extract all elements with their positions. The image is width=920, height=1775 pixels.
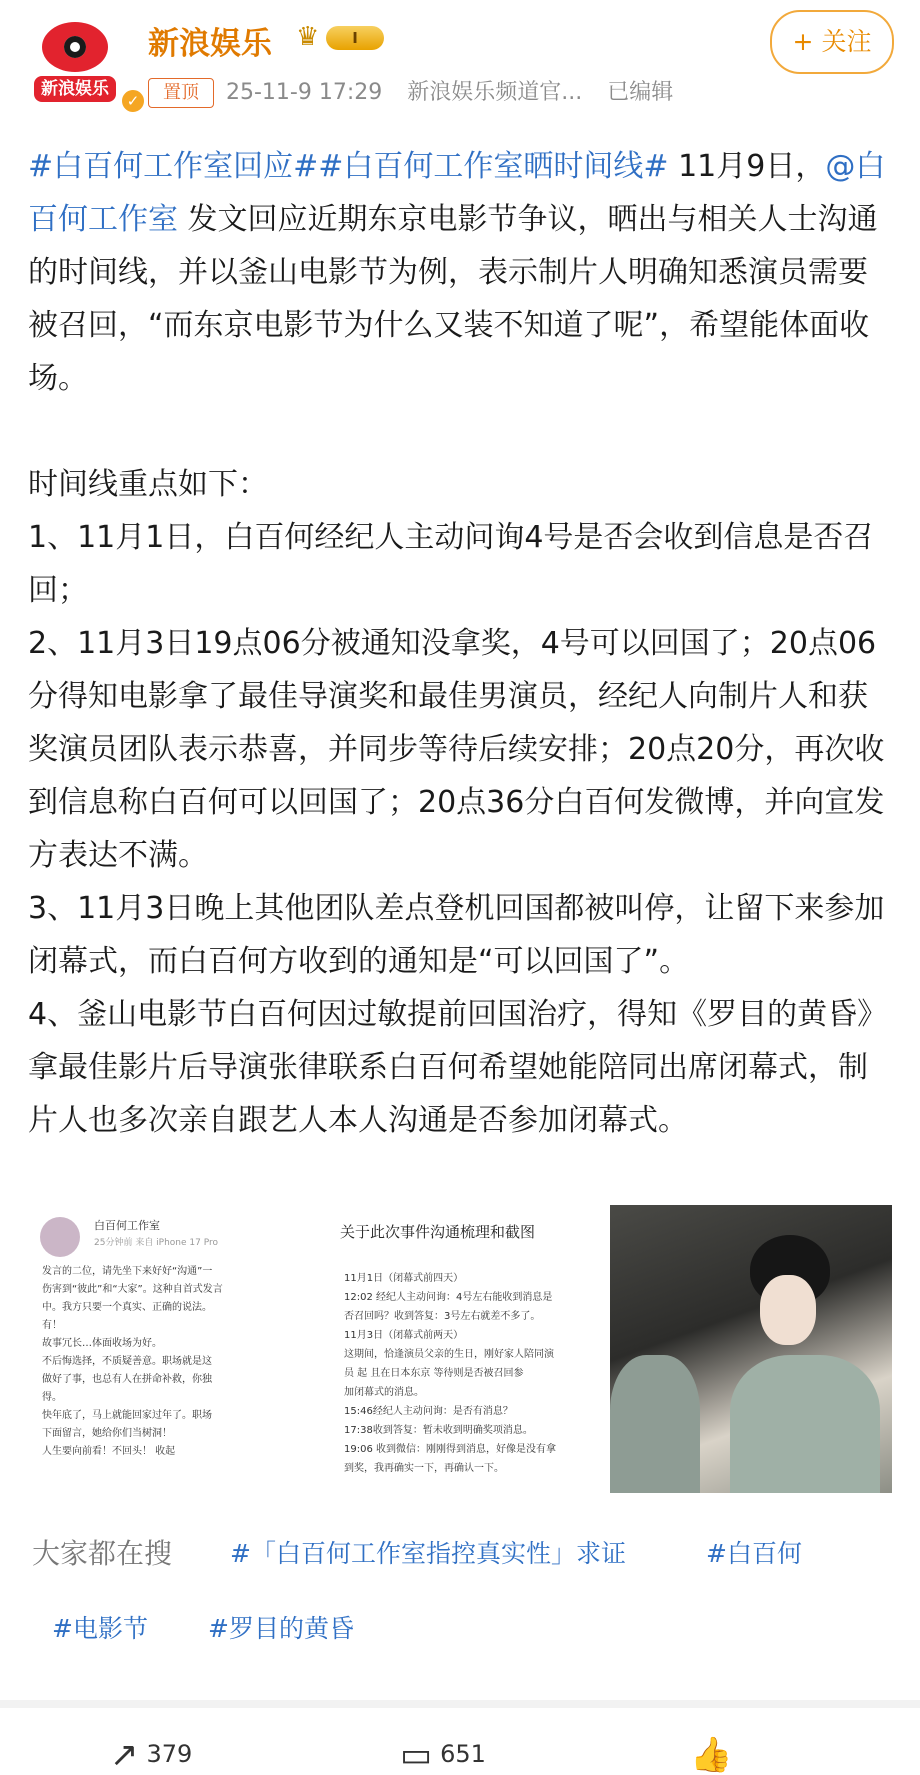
doc-title: 关于此次事件沟通梳理和截图	[340, 1223, 536, 1241]
photo-reflection	[610, 1355, 700, 1493]
like-icon: 👍	[690, 1735, 733, 1775]
trending-tag[interactable]: #「白百何工作室指控真实性」求证	[230, 1539, 626, 1568]
screenshot-line: 中。我方只要一个真实、正确的说法。	[42, 1302, 212, 1313]
image-photo-mirror[interactable]	[610, 1205, 892, 1493]
doc-line: 19:06 收到微信：刚刚得到消息，好像是没有拿	[344, 1444, 556, 1455]
doc-line: 否召回吗？收到答复：3号左右就差不多了。	[344, 1311, 541, 1322]
comment-count: 651	[440, 1740, 486, 1768]
screenshot-line: 快年底了，马上就能回家过年了。职场	[42, 1410, 212, 1421]
account-name[interactable]: 新浪娱乐	[148, 26, 272, 62]
photo-face	[760, 1275, 816, 1345]
screenshot-line: 人生要向前看！不回头！ 收起	[42, 1446, 176, 1457]
doc-line: 12:02 经纪人主动问询：4号左右能收到消息是	[344, 1292, 553, 1303]
doc-line: 11月1日（闭幕式前四天）	[344, 1273, 464, 1284]
account-avatar[interactable]	[28, 12, 140, 110]
follow-button[interactable]: + 关注	[770, 10, 894, 74]
verified-badge-icon: ✓	[120, 88, 146, 114]
screenshot-line: 得。	[42, 1392, 62, 1403]
screenshot-line: 下面留言，她给你们当树洞！	[42, 1428, 172, 1439]
edited-label[interactable]: 已编辑	[607, 80, 674, 105]
trending-tag[interactable]: #电影节	[52, 1614, 148, 1643]
avatar-label: 新浪娱乐	[34, 76, 116, 102]
repost-icon: ↗	[110, 1735, 139, 1775]
screenshot-user: 白百何工作室	[94, 1219, 160, 1232]
repost-count: 379	[146, 1740, 193, 1768]
screenshot-line: 不后悔选择，不质疑善意。职场就是这	[42, 1356, 212, 1367]
doc-line: 15:46经纪人主动问询：是否有消息？	[344, 1406, 513, 1417]
image-grid	[30, 1205, 892, 1493]
hashtag-link[interactable]: #白百何工作室回应#	[28, 149, 319, 184]
screenshot-line: 发言的二位，请先坐下来好好“沟通”一	[42, 1266, 213, 1277]
post-source[interactable]: 新浪娱乐频道官...	[407, 80, 583, 105]
timeline-title: 时间线重点如下：	[28, 467, 268, 502]
intro-text: 11月9日，	[668, 149, 826, 184]
weibo-eye-icon	[42, 22, 108, 72]
doc-line: 这期间，恰逢演员父亲的生日，刚好家人陪同演	[344, 1349, 554, 1360]
post-meta	[226, 78, 691, 108]
screenshot-sub: 25分钟前 来自 iPhone 17 Pro	[94, 1238, 219, 1248]
doc-line: 到奖，我再确实一下，再确认一下。	[344, 1463, 504, 1474]
doc-line: 11月3日（闭幕式前两天）	[344, 1330, 464, 1341]
pinned-badge: 置顶	[148, 78, 214, 108]
doc-text	[344, 1269, 594, 1478]
screenshot-line: 做好了事，也总有人在拼命补救，你独	[42, 1374, 212, 1385]
doc-line: 员 起 且在日本东京 等待则是否被召回参	[344, 1368, 524, 1379]
level-badge: I	[326, 26, 384, 50]
post-header	[0, 0, 920, 120]
comment-button[interactable]	[400, 1735, 486, 1775]
comment-icon: ▭	[400, 1735, 433, 1775]
trending-tag[interactable]: #罗目的黄昏	[208, 1614, 354, 1643]
trending-tag[interactable]: #白百何	[706, 1539, 802, 1568]
image-screenshot-weibo[interactable]	[30, 1205, 308, 1493]
doc-line: 加闭幕式的消息。	[344, 1387, 424, 1398]
repost-button[interactable]	[110, 1735, 192, 1775]
post-time: 25-11-9 17:29	[226, 80, 383, 105]
photo-dress	[730, 1355, 880, 1493]
screenshot-line: 伤害到“彼此”和“大家”。这种自首式发言	[42, 1284, 223, 1295]
intro-text: 发文回应近期东京电影节争议，晒出与相关人士沟通的时间线，并以釜山电影节为例，表示制片人明确知悉演员需要被召回，“而东京电影节为什么又装不知道了呢”，希望能体面收场。	[28, 202, 878, 396]
timeline-item: 1、11月1日，白百何经纪人主动问询4号是否会收到信息是否召回；	[28, 520, 874, 608]
hashtag-link[interactable]: #白百何工作室晒时间线#	[318, 149, 669, 184]
image-timeline-doc[interactable]	[320, 1205, 598, 1493]
mention-link[interactable]: @白百何工作室	[28, 149, 886, 237]
section-divider	[0, 1700, 920, 1708]
timeline-item: 2、11月3日19点06分被通知没拿奖，4号可以回国了；20点06分得知电影拿了最佳导演奖和最佳男演员，经纪人向制片人和获奖演员团队表示恭喜，并同步等待后续安排；20点20分，再次收到信息称白百何可以回国了；20点36分白百何发微博，并向宣发方表达不满。	[28, 626, 885, 873]
post-intro	[28, 140, 894, 405]
screenshot-line: 有！	[42, 1320, 62, 1331]
screenshot-text	[42, 1263, 304, 1461]
trending-search-label: 大家都在搜	[32, 1537, 173, 1570]
like-button[interactable]	[690, 1735, 740, 1775]
post-body	[28, 140, 894, 1147]
screenshot-avatar	[40, 1217, 80, 1257]
timeline-item: 3、11月3日晚上其他团队差点登机回国都被叫停，让留下来参加闭幕式，而白百何方收到的通知是“可以回国了”。	[28, 891, 885, 979]
crown-icon: ♛	[296, 22, 320, 52]
doc-line: 17:38收到答复：暂未收到明确奖项消息。	[344, 1425, 533, 1436]
timeline-item: 4、釜山电影节白百何因过敏提前回国治疗，得知《罗目的黄昏》拿最佳影片后导演张律联系白百何希望她能陪同出席闭幕式，制片人也多次亲自跟艺人本人沟通是否参加闭幕式。	[28, 997, 888, 1138]
screenshot-line: 故事冗长…体面收场为好。	[42, 1338, 162, 1349]
